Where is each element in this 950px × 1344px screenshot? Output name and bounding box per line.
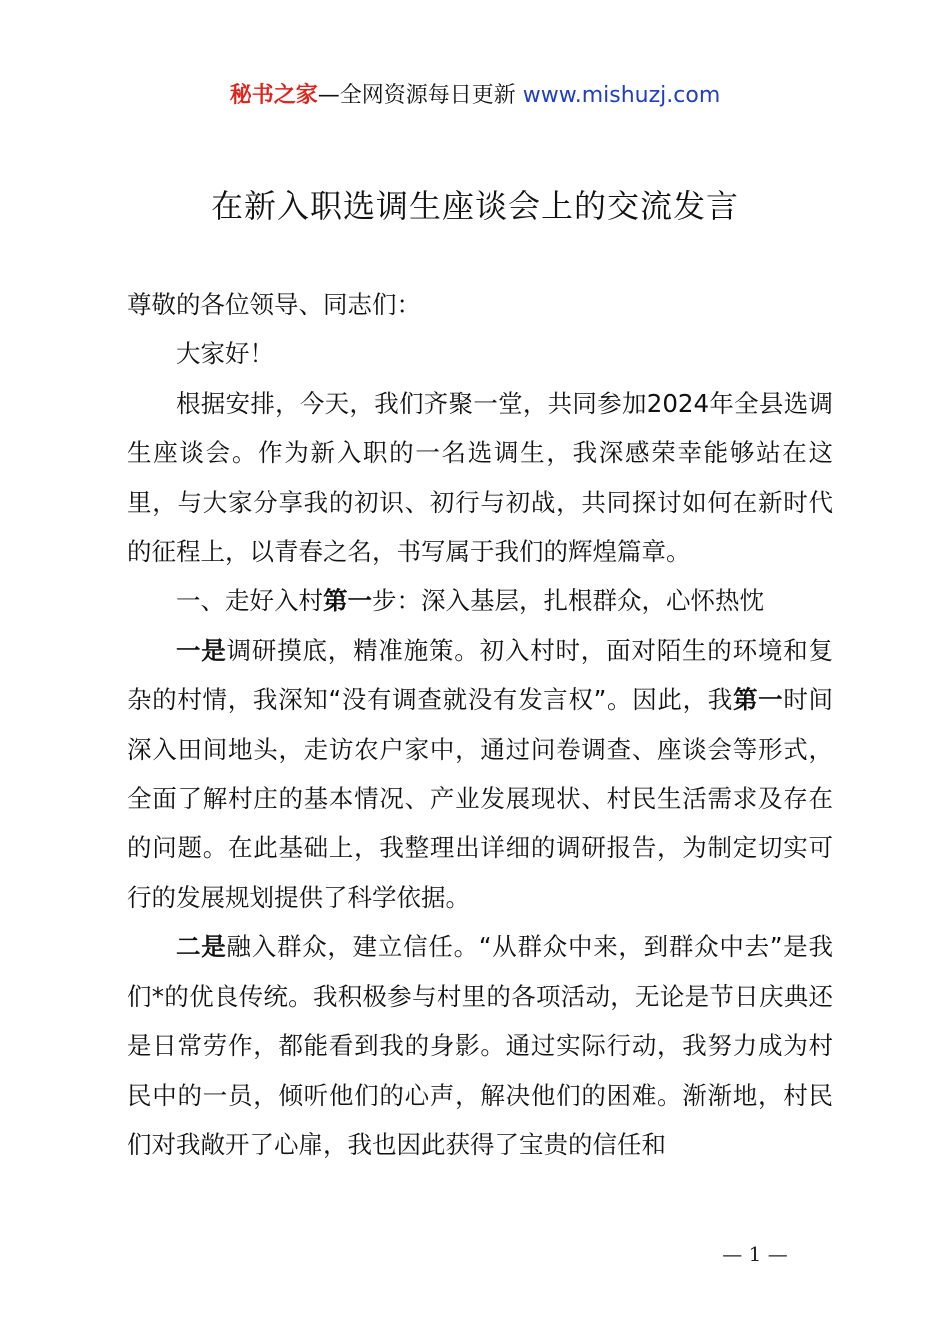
greeting: 大家好！ (176, 339, 274, 369)
point-two-paragraph (127, 922, 833, 1169)
point-one-text-a: 调研摸底，精准施策。初入村时，面对陌生的环境和复杂的村情，我深知“没有调查就没有发言权”。因此，我 (127, 635, 834, 715)
point-one-paragraph (127, 626, 833, 922)
point-one-lead: 一是 (176, 635, 227, 665)
document-body (127, 280, 833, 1169)
point-one-text-b: 时间深入田间地头，走访农户家中，通过问卷调查、座谈会等形式，全面了解村庄的基本情况、产业发展现状、村民生活需求及存在的问题。在此基础上，我整理出详细的调研报告，为制定切实可行的发展规划提供了科学依据。 (127, 685, 834, 912)
site-header (0, 80, 950, 112)
site-url-link[interactable]: www.mishuzj.com (522, 83, 721, 108)
intro-paragraph: 根据安排，今天，我们齐聚一堂，共同参加2024年全县选调生座谈会。作为新入职的一名选调生，我深感荣幸能够站在这里，与大家分享我的初识、初行与初战，共同探讨如何在新时代的征程上，以青春之名，书写属于我们的辉煌篇章。 (127, 388, 833, 567)
section-heading-prefix: 一、走好入村 (176, 586, 323, 616)
page-number: — 1 — (722, 1242, 788, 1266)
point-one-bold-mid: 第一 (732, 685, 784, 715)
header-tagline: —全网资源每日更新 (317, 83, 516, 108)
section-heading-1 (127, 576, 833, 625)
point-two-text: 融入群众，建立信任。“从群众中来，到群众中去”是我们*的优良传统。我积极参与村里的各项活动，无论是节日庆典还是日常劳作，都能看到我的身影。通过实际行动，我努力成为村民中的一员，倾听他们的心声，解决他们的困难。渐渐地，村民们对我敞开了心扉，我也因此获得了宝贵的信任和 (127, 932, 834, 1159)
document-title: 在新入职选调生座谈会上的交流发言 (210, 187, 739, 225)
section-heading-suffix: 步：深入基层，扎根群众，心怀热忱 (372, 586, 764, 616)
brand-name: 秘书之家 (229, 83, 318, 108)
point-two-lead: 二是 (176, 932, 227, 962)
salutation: 尊敬的各位领导、同志们： (127, 290, 421, 319)
section-heading-bold: 第一 (323, 586, 372, 616)
